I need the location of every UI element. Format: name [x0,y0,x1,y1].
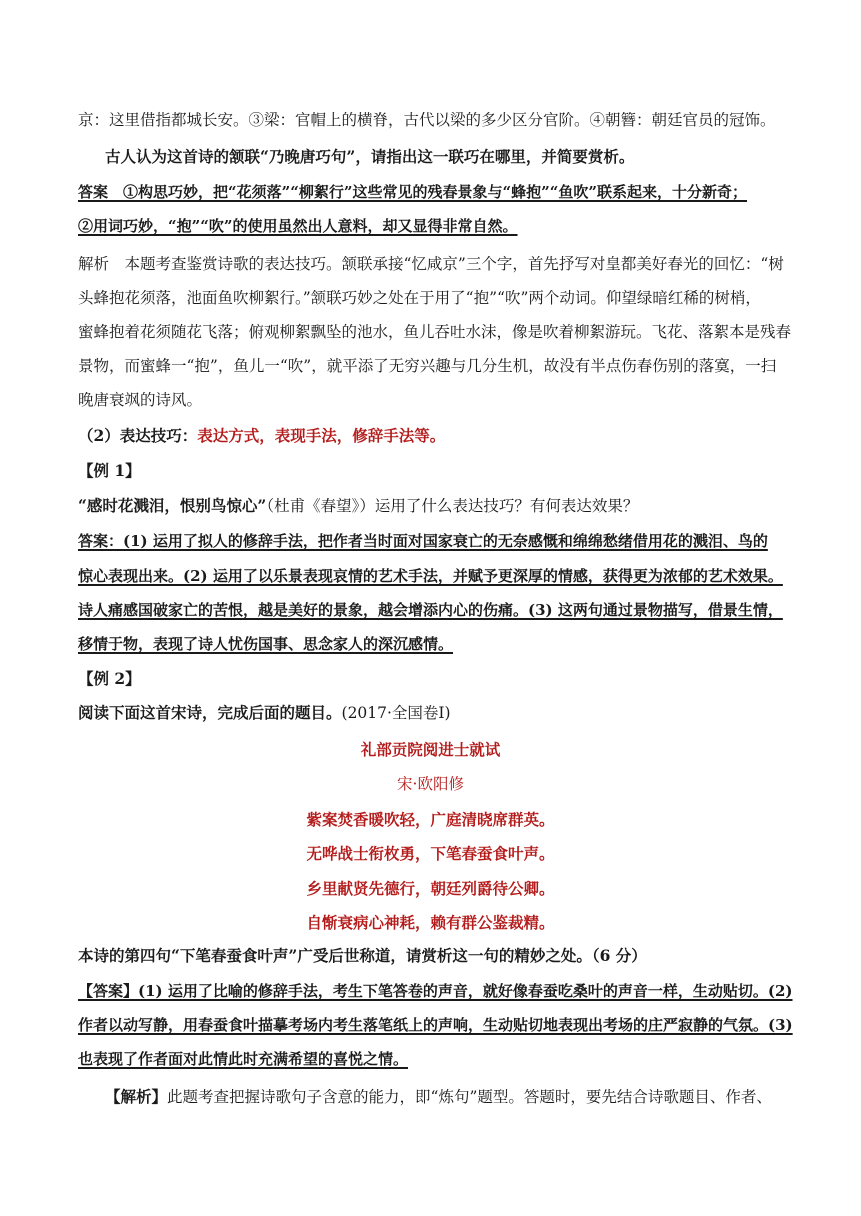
example-1-prompt: （杜甫《春望》）运用了什么表达技巧？有何表达效果？ [266,497,639,515]
poem-line-4: 自惭衰病心神耗，赖有群公鉴裁精。 [306,913,555,932]
analysis-3-line-1 [105,1085,811,1109]
example-2-source: (2017·全国卷Ⅰ) [341,704,451,722]
example-1-label: 【例 1】 [78,461,141,480]
example-1-quote: “感时花溅泪，恨别鸟惊心” [78,496,267,515]
note-line: 京：这里借指都城长安。③梁：官帽上的横脊，古代以梁的多少区分官阶。④朝簪：朝廷官员的冠饰。 [78,111,776,129]
analysis-1-line-4: 景物，而蜜蜂一“抱”，鱼儿一“吹”，就平添了无穷兴趣与几分生机，故没有半点伤春伤别的落寞，一扫 [78,357,777,375]
poem-line-2: 无哗战士衔枚勇，下笔春蚕食叶声。 [306,844,555,863]
answer-2-line-4: 移情于物，表现了诗人忧伤国事、思念家人的深沉感情。 [78,635,454,653]
answer-2-line-2: 惊心表现出来。(2) 运用了以乐景表现哀情的艺术手法，并赋予更深厚的情感，获得更为浓郁的艺术效果。 [78,567,783,585]
answer-1-line-2: ②用词巧妙，“抱”“吹”的使用虽然出人意料，却又显得非常自然。 [78,217,518,235]
section-2-content: 表达方式，表现手法，修辞手法等。 [197,426,446,445]
poem-line-3: 乡里献贤先德行，朝廷列爵待公卿。 [306,879,555,898]
answer-3-line-1: 【答案】(1) 运用了比喻的修辞手法，考生下笔答卷的声音，就好像春蚕吃桑叶的声音一样，生动贴切。(2) [78,982,793,1000]
section-2-label: （2）表达技巧： [78,426,198,445]
example-2-question: 本诗的第四句“下笔春蚕食叶声”广受后世称道，请赏析这一句的精妙之处。（6 分） [78,946,647,965]
analysis-1-line-1: 解析 本题考查鉴赏诗歌的表达技巧。颔联承接“忆咸京”三个字，首先抒写对皇都美好春光的回忆：“树 [78,255,784,273]
section-2-heading [78,424,784,448]
question-1: 古人认为这首诗的颔联“乃晚唐巧句”，请指出这一联巧在哪里，并简要赏析。 [105,147,635,166]
analysis-3-text: 此题考查把握诗歌句子含意的能力，即“炼句”题型。答题时，要先结合诗歌题目、作者、 [167,1088,772,1106]
example-2-label: 【例 2】 [78,669,141,688]
analysis-1-line-5: 晚唐衰飒的诗风。 [78,391,203,409]
answer-3-line-2: 作者以动写静，用春蚕食叶描摹考场内考生落笔纸上的声响，生动贴切地表现出考场的庄严寂静的气氛。(3) [78,1016,793,1034]
poem-line-1: 紫案焚香暖吹轻，广庭清晓席群英。 [306,810,555,829]
example-2-intro-text: 阅读下面这首宋诗，完成后面的题目。 [78,703,342,722]
answer-1-line-1: 答案 ①构思巧妙，把“花须落”“柳絮行”这些常见的残春景象与“蜂抱”“鱼吹”联系起来，十分新奇； [78,183,748,201]
analysis-3-label: 【解析】 [105,1087,168,1106]
answer-2-line-3: 诗人痛感国破家亡的苦恨，越是美好的景象，越会增添内心的伤痛。(3) 这两句通过景物描写，借景生情， [78,601,783,619]
poem-author: 宋·欧阳修 [397,775,464,793]
example-1-question [78,494,784,518]
analysis-1-line-2: 头蜂抱花须落，池面鱼吹柳絮行。”颔联巧妙之处在于用了“抱”“吹”两个动词。仰望绿暗红稀的树梢， [78,289,761,307]
example-2-intro [78,701,784,725]
answer-2-line-1: 答案：(1) 运用了拟人的修辞手法，把作者当时面对国家衰亡的无奈感慨和绵绵愁绪借用花的溅泪、鸟的 [78,532,768,550]
answer-3-line-3: 也表现了作者面对此情此时充满希望的喜悦之情。 [78,1050,409,1068]
analysis-1-line-3: 蜜蜂抱着花须随花飞落；俯观柳絮飘坠的池水，鱼儿吞吐水沫，像是吹着柳絮游玩。飞花、落絮本是残春 [78,323,792,341]
poem-title: 礼部贡院阅进士就试 [360,740,501,759]
